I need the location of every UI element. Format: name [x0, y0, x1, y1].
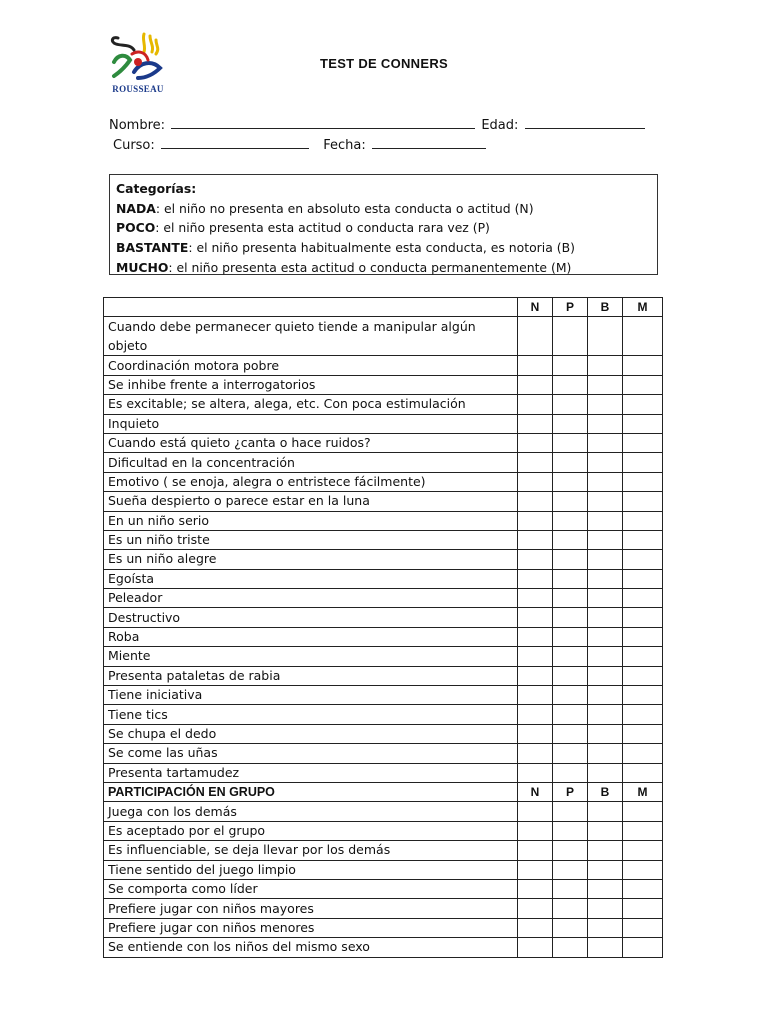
item-label: Se comporta como líder	[104, 879, 518, 898]
answer-cell-m[interactable]	[623, 802, 663, 821]
answer-cell-n[interactable]	[518, 627, 553, 646]
item-label: Miente	[104, 647, 518, 666]
answer-cell-p[interactable]	[553, 511, 588, 530]
item-label: Tiene tics	[104, 705, 518, 724]
answer-cell-b[interactable]	[588, 608, 623, 627]
answer-cell-b[interactable]	[588, 375, 623, 394]
answer-cell-p[interactable]	[553, 763, 588, 782]
fecha-label: Fecha:	[323, 138, 366, 153]
answer-cell-n[interactable]	[518, 550, 553, 569]
curso-label: Curso:	[113, 138, 155, 153]
answer-cell-m[interactable]	[623, 938, 663, 957]
answer-cell-m[interactable]	[623, 686, 663, 705]
answer-cell-p[interactable]	[553, 802, 588, 821]
answer-cell-p[interactable]	[553, 627, 588, 646]
fecha-field[interactable]	[372, 136, 486, 149]
answer-cell-m[interactable]	[623, 744, 663, 763]
item-label: Tiene sentido del juego limpio	[104, 860, 518, 879]
answer-cell-m[interactable]	[623, 492, 663, 511]
answer-cell-b[interactable]	[588, 879, 623, 898]
item-label: Prefiere jugar con niños menores	[104, 918, 518, 937]
answer-cell-p[interactable]	[553, 705, 588, 724]
answer-cell-b[interactable]	[588, 569, 623, 588]
answer-cell-n[interactable]	[518, 918, 553, 937]
table-row	[104, 375, 663, 394]
item-label: Juega con los demás	[104, 802, 518, 821]
answer-cell-b[interactable]	[588, 686, 623, 705]
answer-cell-n[interactable]	[518, 375, 553, 394]
table-row	[104, 414, 663, 433]
column-header-p: P	[553, 782, 588, 801]
answer-cell-m[interactable]	[623, 317, 663, 356]
group-section-header-label: PARTICIPACIÓN EN GRUPO	[104, 782, 518, 801]
item-label: Tiene iniciativa	[104, 686, 518, 705]
table-row	[104, 938, 663, 957]
answer-cell-n[interactable]	[518, 821, 553, 840]
answer-cell-m[interactable]	[623, 608, 663, 627]
answer-cell-m[interactable]	[623, 666, 663, 685]
table-row	[104, 918, 663, 937]
answer-cell-p[interactable]	[553, 918, 588, 937]
answer-cell-m[interactable]	[623, 627, 663, 646]
curso-row	[113, 136, 488, 153]
table-row	[104, 530, 663, 549]
page-title: TEST DE CONNERS	[319, 56, 448, 71]
answer-cell-p[interactable]	[553, 472, 588, 491]
answer-cell-p[interactable]	[553, 492, 588, 511]
answer-cell-m[interactable]	[623, 356, 663, 375]
answer-cell-b[interactable]	[588, 918, 623, 937]
answer-cell-n[interactable]	[518, 317, 553, 356]
item-label: Cuando debe permanecer quieto tiende a manipular algún objeto	[104, 317, 518, 356]
logo-text: ROUSSEAU	[112, 84, 164, 94]
item-label: Dificultad en la concentración	[104, 453, 518, 472]
answer-cell-n[interactable]	[518, 414, 553, 433]
table-row	[104, 589, 663, 608]
table-row	[104, 879, 663, 898]
answer-cell-p[interactable]	[553, 608, 588, 627]
answer-cell-p[interactable]	[553, 550, 588, 569]
answer-cell-b[interactable]	[588, 395, 623, 414]
item-label: Es un niño alegre	[104, 550, 518, 569]
answer-cell-n[interactable]	[518, 744, 553, 763]
item-label: Es un niño triste	[104, 530, 518, 549]
answer-cell-p[interactable]	[553, 356, 588, 375]
answer-cell-b[interactable]	[588, 317, 623, 356]
answer-cell-m[interactable]	[623, 550, 663, 569]
answer-cell-m[interactable]	[623, 763, 663, 782]
answer-cell-p[interactable]	[553, 938, 588, 957]
category-bastante: BASTANTE: el niño presenta habitualmente esta conducta, es notoria (B)	[116, 240, 575, 256]
column-header-m: M	[623, 298, 663, 317]
answer-cell-p[interactable]	[553, 395, 588, 414]
answer-cell-n[interactable]	[518, 666, 553, 685]
table-row	[104, 453, 663, 472]
answer-cell-b[interactable]	[588, 938, 623, 957]
answer-cell-m[interactable]	[623, 589, 663, 608]
item-label: Coordinación motora pobre	[104, 356, 518, 375]
answer-cell-m[interactable]	[623, 530, 663, 549]
table-row	[104, 821, 663, 840]
answer-cell-b[interactable]	[588, 492, 623, 511]
answer-cell-p[interactable]	[553, 744, 588, 763]
answer-cell-b[interactable]	[588, 647, 623, 666]
answer-cell-b[interactable]	[588, 666, 623, 685]
category-mucho: MUCHO: el niño presenta esta actitud o conducta permanentemente (M)	[116, 259, 572, 275]
answer-cell-p[interactable]	[553, 569, 588, 588]
item-label: Egoísta	[104, 569, 518, 588]
column-header-n: N	[518, 782, 553, 801]
item-label: Cuando está quieto ¿canta o hace ruidos?	[104, 433, 518, 452]
answer-cell-b[interactable]	[588, 724, 623, 743]
answer-cell-m[interactable]	[623, 569, 663, 588]
item-label: Se come las uñas	[104, 744, 518, 763]
answer-cell-m[interactable]	[623, 375, 663, 394]
table-row	[104, 472, 663, 491]
answer-cell-n[interactable]	[518, 511, 553, 530]
answer-cell-b[interactable]	[588, 530, 623, 549]
column-header-b: B	[588, 298, 623, 317]
answer-cell-n[interactable]	[518, 608, 553, 627]
table-row	[104, 686, 663, 705]
item-label: Es influenciable, se deja llevar por los demás	[104, 841, 518, 860]
answer-cell-m[interactable]	[623, 860, 663, 879]
answer-cell-b[interactable]	[588, 821, 623, 840]
group-section-header	[104, 782, 663, 801]
table-row	[104, 763, 663, 782]
answer-cell-n[interactable]	[518, 453, 553, 472]
answer-cell-m[interactable]	[623, 433, 663, 452]
answer-cell-b[interactable]	[588, 356, 623, 375]
answer-cell-b[interactable]	[588, 802, 623, 821]
table-row	[104, 492, 663, 511]
answer-cell-p[interactable]	[553, 375, 588, 394]
item-label: Presenta tartamudez	[104, 763, 518, 782]
table-row	[104, 705, 663, 724]
item-label: Presenta pataletas de rabia	[104, 666, 518, 685]
answer-cell-p[interactable]	[553, 899, 588, 918]
table-row	[104, 899, 663, 918]
categories-heading: Categorías:	[116, 181, 197, 196]
table-row	[104, 724, 663, 743]
answer-cell-n[interactable]	[518, 879, 553, 898]
answer-cell-n[interactable]	[518, 686, 553, 705]
answer-cell-b[interactable]	[588, 744, 623, 763]
answer-cell-b[interactable]	[588, 841, 623, 860]
answer-cell-m[interactable]	[623, 472, 663, 491]
category-poco: POCO: el niño presenta esta actitud o conducta rara vez (P)	[116, 220, 490, 236]
answer-cell-b[interactable]	[588, 705, 623, 724]
column-header-b: B	[588, 782, 623, 801]
table-header-row	[104, 298, 663, 317]
column-header-p: P	[553, 298, 588, 317]
answer-cell-n[interactable]	[518, 763, 553, 782]
table-row	[104, 511, 663, 530]
answer-cell-p[interactable]	[553, 821, 588, 840]
table-row	[104, 395, 663, 414]
answer-cell-m[interactable]	[623, 918, 663, 937]
item-label: Es excitable; se altera, alega, etc. Con poca estimulación	[104, 395, 518, 414]
item-label: Se chupa el dedo	[104, 724, 518, 743]
table-row	[104, 627, 663, 646]
answer-cell-n[interactable]	[518, 705, 553, 724]
answer-cell-m[interactable]	[623, 453, 663, 472]
answer-cell-n[interactable]	[518, 938, 553, 957]
answer-cell-p[interactable]	[553, 724, 588, 743]
item-label: Sueña despierto o parece estar en la luna	[104, 492, 518, 511]
table-row	[104, 647, 663, 666]
answer-cell-b[interactable]	[588, 472, 623, 491]
answer-cell-p[interactable]	[553, 860, 588, 879]
answer-cell-n[interactable]	[518, 860, 553, 879]
answer-cell-n[interactable]	[518, 356, 553, 375]
answer-cell-b[interactable]	[588, 899, 623, 918]
item-label: Es aceptado por el grupo	[104, 821, 518, 840]
answer-cell-m[interactable]	[623, 724, 663, 743]
answer-cell-n[interactable]	[518, 724, 553, 743]
answer-cell-m[interactable]	[623, 647, 663, 666]
answer-cell-b[interactable]	[588, 433, 623, 452]
answer-cell-p[interactable]	[553, 414, 588, 433]
answer-cell-p[interactable]	[553, 317, 588, 356]
item-label: Se inhibe frente a interrogatorios	[104, 375, 518, 394]
item-label: Destructivo	[104, 608, 518, 627]
curso-field[interactable]	[161, 136, 309, 149]
item-label: Roba	[104, 627, 518, 646]
item-label: En un niño serio	[104, 511, 518, 530]
nombre-row	[109, 116, 647, 133]
categories-box	[109, 174, 658, 275]
answer-cell-n[interactable]	[518, 841, 553, 860]
behavior-table	[103, 297, 663, 958]
answer-cell-n[interactable]	[518, 492, 553, 511]
answer-cell-m[interactable]	[623, 395, 663, 414]
table-row	[104, 569, 663, 588]
category-nada: NADA: el niño no presenta en absoluto esta conducta o actitud (N)	[116, 200, 534, 216]
answer-cell-p[interactable]	[553, 433, 588, 452]
answer-cell-n[interactable]	[518, 530, 553, 549]
answer-cell-n[interactable]	[518, 433, 553, 452]
answer-cell-n[interactable]	[518, 569, 553, 588]
column-header-n: N	[518, 298, 553, 317]
answer-cell-b[interactable]	[588, 550, 623, 569]
answer-cell-m[interactable]	[623, 821, 663, 840]
answer-cell-b[interactable]	[588, 763, 623, 782]
table-row	[104, 608, 663, 627]
item-label: Peleador	[104, 589, 518, 608]
table-row	[104, 744, 663, 763]
answer-cell-n[interactable]	[518, 899, 553, 918]
answer-cell-p[interactable]	[553, 647, 588, 666]
answer-cell-n[interactable]	[518, 472, 553, 491]
answer-cell-b[interactable]	[588, 453, 623, 472]
answer-cell-m[interactable]	[623, 899, 663, 918]
answer-cell-b[interactable]	[588, 860, 623, 879]
answer-cell-b[interactable]	[588, 627, 623, 646]
answer-cell-p[interactable]	[553, 879, 588, 898]
table-row	[104, 317, 663, 356]
table-row	[104, 860, 663, 879]
item-label: Inquieto	[104, 414, 518, 433]
answer-cell-b[interactable]	[588, 511, 623, 530]
table-row	[104, 666, 663, 685]
answer-cell-n[interactable]	[518, 647, 553, 666]
answer-cell-p[interactable]	[553, 589, 588, 608]
item-label: Se entiende con los niños del mismo sexo	[104, 938, 518, 957]
answer-cell-n[interactable]	[518, 589, 553, 608]
answer-cell-p[interactable]	[553, 530, 588, 549]
answer-cell-n[interactable]	[518, 395, 553, 414]
answer-cell-m[interactable]	[623, 511, 663, 530]
column-header-m: M	[623, 782, 663, 801]
table-row	[104, 550, 663, 569]
item-label: Emotivo ( se enoja, alegra o entristece fácilmente)	[104, 472, 518, 491]
answer-cell-b[interactable]	[588, 414, 623, 433]
answer-cell-m[interactable]	[623, 841, 663, 860]
nombre-field[interactable]	[171, 116, 475, 129]
table-row	[104, 841, 663, 860]
answer-cell-p[interactable]	[553, 666, 588, 685]
edad-label: Edad:	[481, 118, 519, 133]
answer-cell-m[interactable]	[623, 705, 663, 724]
answer-cell-m[interactable]	[623, 414, 663, 433]
table-row	[104, 433, 663, 452]
answer-cell-p[interactable]	[553, 453, 588, 472]
table-header-row-label	[104, 298, 518, 317]
table-row	[104, 802, 663, 821]
item-label: Prefiere jugar con niños mayores	[104, 899, 518, 918]
answer-cell-b[interactable]	[588, 589, 623, 608]
answer-cell-p[interactable]	[553, 841, 588, 860]
edad-field[interactable]	[525, 116, 645, 129]
nombre-label: Nombre:	[109, 118, 166, 133]
table-row	[104, 356, 663, 375]
answer-cell-p[interactable]	[553, 686, 588, 705]
answer-cell-m[interactable]	[623, 879, 663, 898]
answer-cell-n[interactable]	[518, 802, 553, 821]
